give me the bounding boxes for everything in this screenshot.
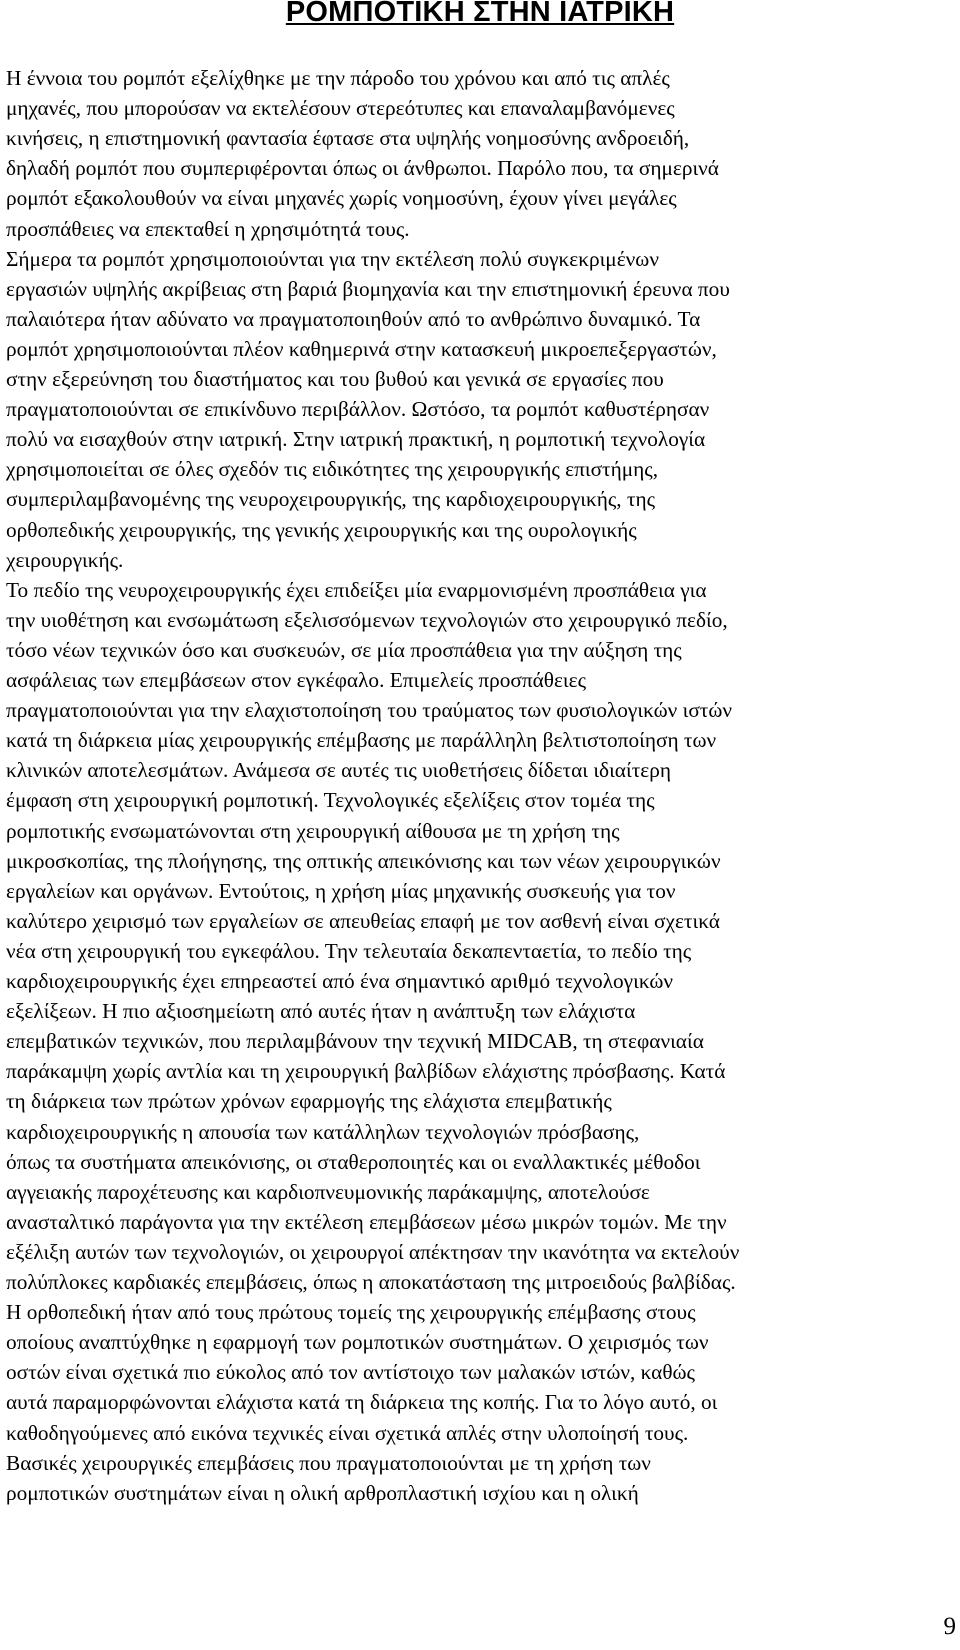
text-line: νέα στη χειρουργική του εγκεφάλου. Την τελευταία δεκαπενταετία, το πεδίο της xyxy=(6,938,692,963)
text-line: προσπάθειες να επεκταθεί η χρησιμότητά τους. xyxy=(6,216,410,241)
text-line: αυτά παραμορφώνονται ελάχιστα κατά τη διάρκεια της κοπής. Για το λόγο αυτό, οι xyxy=(6,1390,718,1415)
text-line: κλινικών αποτελεσμάτων. Ανάμεσα σε αυτές τις υιοθετήσεις δίδεται ιδιαίτερη xyxy=(6,758,671,783)
text-line: ασφάλειας των επεμβάσεων στον εγκέφαλο. Επιμελείς προσπάθειες xyxy=(6,668,586,692)
text-line: εξελίξεων. Η πιο αξιοσημείωτη από αυτές ήταν η ανάπτυξη των ελάχιστα xyxy=(6,999,636,1024)
text-line: παράκαμψη χωρίς αντλία και τη χειρουργική βαλβίδων ελάχιστης πρόσβασης. Κατά xyxy=(6,1059,726,1084)
text-line: πολύπλοκες καρδιακές επεμβάσεις, όπως η αποκατάσταση της μιτροειδούς βαλβίδας. xyxy=(6,1270,736,1294)
text-line: ρομποτικών συστημάτων είναι η ολική αρθροπλαστική ισχίου και η ολική xyxy=(6,1480,639,1505)
text-line: πραγματοποιούνται για την ελαχιστοποίηση του τραύματος των φυσιολογικών ιστών xyxy=(6,698,733,723)
text-line: μηχανές, που μπορούσαν να εκτελέσουν στερεότυπες και επαναλαμβανόμενες xyxy=(6,96,675,121)
text-line: μικροσκοπίας, της πλοήγησης, της οπτικής απεικόνισης και των νέων χειρουργικών xyxy=(6,848,721,873)
text-line: ρομπότ εξακολουθούν να είναι μηχανές χωρίς νοημοσύνη, έχουν γίνει μεγάλες xyxy=(6,186,677,211)
text-line: ρομποτικής ενσωματώνονται στη χειρουργική αίθουσα με τη χρήση της xyxy=(6,818,620,843)
text-line: Η ορθοπεδική ήταν από τους πρώτους τομείς της χειρουργικής επέμβασης στους xyxy=(6,1300,696,1325)
text-line: κινήσεις, η επιστημονική φαντασία έφτασε στα υψηλής νοημοσύνης ανδροειδή, xyxy=(6,126,690,151)
text-line: χειρουργικής. xyxy=(6,547,124,572)
text-line: επεμβατικών τεχνικών, που περιλαμβάνουν την τεχνική MIDCAB, τη στεφανιαία xyxy=(6,1029,704,1054)
text-line: Βασικές χειρουργικές επεμβάσεις που πραγματοποιούνται με τη χρήση των xyxy=(6,1450,651,1475)
text-line: καρδιοχειρουργικής έχει επηρεαστεί από ένα σημαντικό αριθμό τεχνολογικών xyxy=(6,969,674,993)
text-line: αγγειακής παροχέτευσης και καρδιοπνευμονικής παράκαμψης, αποτελούσε xyxy=(6,1179,650,1204)
text-line: τη διάρκεια των πρώτων χρόνων εφαρμογής της ελάχιστα επεμβατικής xyxy=(6,1089,612,1114)
text-line: ανασταλτικό παράγοντα για την εκτέλεση επεμβάσεων μέσω μικρών τομών. Με την xyxy=(6,1209,727,1234)
text-line: χρησιμοποιείται σε όλες σχεδόν τις ειδικότητες της χειρουργικής επιστήμης, xyxy=(6,457,659,482)
text-line: πολύ να εισαχθούν στην ιατρική. Στην ιατρική πρακτική, η ρομποτική τεχνολογία xyxy=(6,427,706,452)
text-line: δηλαδή ρομπότ που συμπεριφέρονται όπως οι άνθρωποι. Παρόλο που, τα σημερινά xyxy=(6,156,719,181)
text-line: οστών είναι σχετικά πιο εύκολος από τον αντίστοιχο των μαλακών ιστών, καθώς xyxy=(6,1360,695,1385)
text-line: οποίους αναπτύχθηκε η εφαρμογή των ρομποτικών συστημάτων. Ο χειρισμός των xyxy=(6,1330,709,1355)
text-line: στην εξερεύνηση του διαστήματος και του βυθού και γενικά σε εργασίες που xyxy=(6,367,664,391)
text-line: ρομπότ χρησιμοποιούνται πλέον καθημερινά στην κατασκευή μικροεπεξεργαστών, xyxy=(6,336,717,361)
text-line: την υιοθέτηση και ενσωμάτωση εξελισσόμενων τεχνολογιών στο χειρουργικό πεδίο, xyxy=(6,607,728,632)
text-line: έμφαση στη χειρουργική ρομποτική. Τεχνολογικές εξελίξεις στον τομέα της xyxy=(6,788,655,813)
text-line: ορθοπεδικής χειρουργικής, της γενικής χειρουργικής και της ουρολογικής xyxy=(6,517,637,542)
page-title: ΡΟΜΠΟΤΙΚΗ ΣΤΗΝ ΙΑΤΡΙΚΗ xyxy=(285,0,675,28)
text-line: καλύτερο χειρισμό των εργαλείων σε απευθείας επαφή με τον ασθενή είναι σχετικά xyxy=(6,908,720,933)
text-line: εργαλείων και οργάνων. Εντούτοις, η χρήση μίας μηχανικής συσκευής για τον xyxy=(6,878,676,903)
text-line: καρδιοχειρουργικής η απουσία των κατάλληλων τεχνολογιών πρόσβασης, xyxy=(6,1119,640,1144)
text-line: συμπεριλαμβανομένης της νευροχειρουργικής, της καρδιοχειρουργικής, της xyxy=(6,487,656,512)
text-line: εργασιών υψηλής ακρίβειας στη βαριά βιομηχανία και την επιστημονική έρευνα που xyxy=(6,276,730,301)
text-line: Σήμερα τα ρομπότ χρησιμοποιούνται για την εκτέλεση πολύ συγκεκριμένων xyxy=(6,246,659,271)
text-line: Η έννοια του ρομπότ εξελίχθηκε με την πάροδο του χρόνου και από τις απλές xyxy=(6,66,670,90)
text-line: τόσο νέων τεχνικών όσο και συσκευών, σε μία προσπάθεια για την αύξηση της xyxy=(6,637,682,662)
text-line: καθοδηγούμενες από εικόνα τεχνικές είναι σχετικά απλές στην υλοποίησή τους. xyxy=(6,1420,689,1445)
text-line: εξέλιξη αυτών των τεχνολογιών, οι χειρουργοί απέκτησαν την ικανότητα να εκτελούν xyxy=(6,1239,740,1264)
text-line: όπως τα συστήματα απεικόνισης, οι σταθεροποιητές και οι εναλλακτικές μέθοδοι xyxy=(6,1149,701,1174)
page-number: 9 xyxy=(943,1613,956,1640)
text-line: Το πεδίο της νευροχειρουργικής έχει επιδείξει μία εναρμονισμένη προσπάθεια για xyxy=(6,577,707,602)
text-line: κατά τη διάρκεια μίας χειρουργικής επέμβασης με παράλληλη βελτιστοποίηση των xyxy=(6,728,717,753)
text-line: παλαιότερα ήταν αδύνατο να πραγματοποιηθούν από το ανθρώπινο δυναμικό. Τα xyxy=(6,306,701,331)
text-line: πραγματοποιούνται σε επικίνδυνο περιβάλλον. Ωστόσο, τα ρομπότ καθυστέρησαν xyxy=(6,397,710,422)
